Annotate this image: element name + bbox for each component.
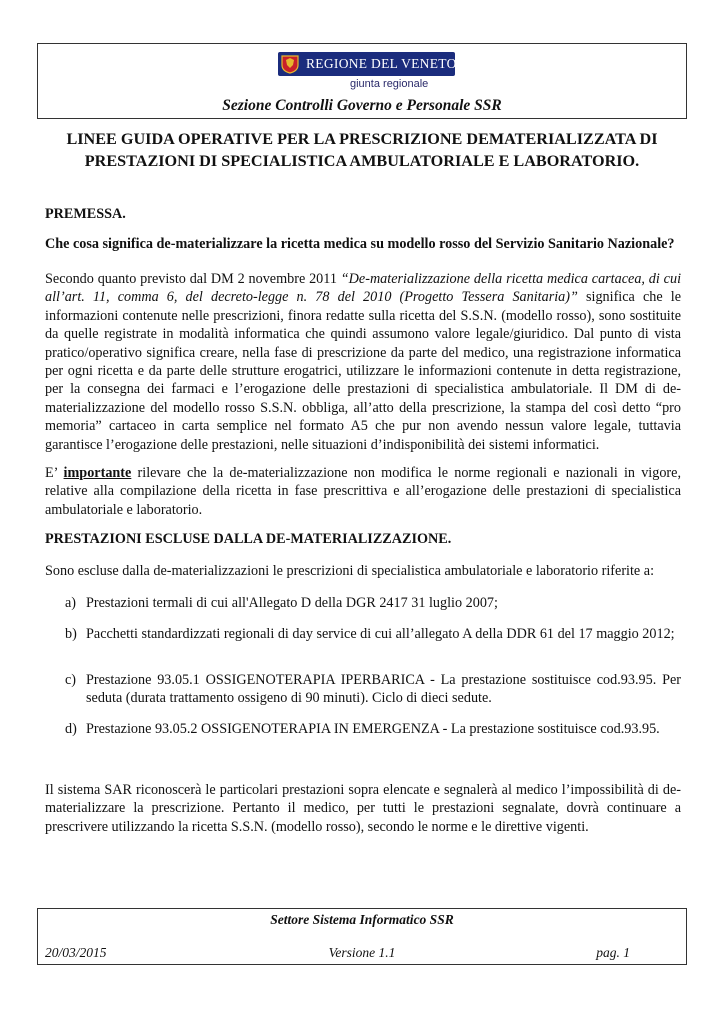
list-item bbox=[66, 594, 681, 612]
footer-version: Versione 1.1 bbox=[328, 945, 396, 960]
footer-date: 20/03/2015 bbox=[45, 945, 107, 960]
list-marker: c) bbox=[65, 672, 77, 688]
lion-shield-icon bbox=[280, 54, 300, 74]
footer-title: Settore Sistema Informatico SSR bbox=[270, 912, 454, 927]
section-title: Sezione Controlli Governo e Personale SSR bbox=[222, 97, 502, 114]
p1-text-a: Secondo quanto previsto dal DM 2 novembre 2011 bbox=[45, 271, 341, 287]
list-text: Prestazione 93.05.2 OSSIGENOTERAPIA IN EMERGENZA - La prestazione sostituisce cod.93.95. bbox=[86, 721, 660, 737]
header-box bbox=[37, 43, 687, 119]
list-item bbox=[66, 671, 681, 708]
list-item bbox=[66, 720, 681, 738]
logo-band bbox=[278, 52, 455, 76]
list-marker: a) bbox=[65, 595, 77, 611]
p1-text-b: significa che le informazioni contenute nelle prescrizioni, finora redatte sulla ricetta del S.S.N. (modello rosso), sono sostituite da quelle registrate in modalità informatica che quindi assumono valore legale/giuridico. Dal punto di vista pratico/operativo significa creare, nella fase di prescrizione da parte del medico, una registrazione informatica per ogni ricetta e da parte delle strutture erogatrici, utilizzare le informazioni contenute in detta registrazione, per la consegna dei farmaci e l’erogazione delle prestazioni di specialistica ambulatoriale. Il DM di de-materializzazione del modello rosso S.S.N. obbliga, all’atto della prescrizione, la stampa del così detto “pro memoria” cartaceo in carta semplice nel formato A5 che pur non avendo nessun valore legale, tuttavia garantisce l’erogazione delle prestazioni, nelle situazioni d’indisponibilità dei sistemi informatici. bbox=[45, 289, 681, 453]
logo-text: REGIONE DEL VENETO bbox=[306, 56, 457, 71]
closing-paragraph: Il sistema SAR riconoscerà le particolari prestazioni sopra elencate e segnalerà al medico l’impossibilità di de-materializzare la prescrizione. Pertanto il medico, per tutti le prestazioni segnalate, dovrà continuare a prescrivere utilizzando la ricetta S.S.N. (modello rosso), secondo le norme e le direttive vigenti. bbox=[45, 782, 681, 835]
p2-text-b: rilevare che la de-materializzazione non modifica le norme regionali e nazionali in vigore, relative alla compilazione della ricetta in fase prescrittiva e all’erogazione delle prestazioni di specialistica ambulatoriale e laboratorio. bbox=[45, 465, 681, 518]
p1-italic-citation: “De-materializzazione della ricetta medica cartacea, di cui all’art. 11, comma 6, del decreto-legge n. 78 del 2010 (Progetto Tessera Sanitaria)” bbox=[45, 271, 682, 306]
p2-important: importante bbox=[63, 465, 132, 481]
list-text: Pacchetti standardizzati regionali di day service di cui all’allegato A della DDR 61 del 17 maggio 2012; bbox=[86, 626, 675, 642]
premessa-paragraph-1 bbox=[45, 270, 681, 454]
escluse-heading: PRESTAZIONI ESCLUSE DALLA DE-MATERIALIZZAZIONE. bbox=[45, 531, 452, 547]
premessa-question: Che cosa significa de-materializzare la ricetta medica su modello rosso del Servizio Sanitario Nazionale? bbox=[45, 236, 675, 252]
premessa-paragraph-2 bbox=[45, 464, 681, 519]
logo-subtitle: giunta regionale bbox=[350, 78, 429, 90]
footer-box bbox=[37, 908, 687, 965]
list-item bbox=[66, 625, 681, 643]
p2-text-a: E’ bbox=[45, 465, 64, 481]
list-text: Prestazioni termali di cui all'Allegato D della DGR 2417 31 luglio 2007; bbox=[86, 595, 498, 611]
escluse-intro: Sono escluse dalla de-materializzazioni le prescrizioni di specialistica ambulatoriale e laboratorio riferite a: bbox=[45, 563, 655, 579]
list-text: Prestazione 93.05.1 OSSIGENOTERAPIA IPERBARICA - La prestazione sostituisce cod.93.95. Per seduta (durata trattamento ossigeno di 90 minuti). Ciclo di dieci sedute. bbox=[86, 672, 681, 707]
premessa-heading: PREMESSA. bbox=[45, 206, 126, 222]
footer-page-number: pag. 1 bbox=[596, 945, 630, 960]
list-marker: d) bbox=[65, 721, 77, 737]
document-title: LINEE GUIDA OPERATIVE PER LA PRESCRIZIONE DEMATERIALIZZATA DI PRESTAZIONI DI SPECIALISTICA AMBULATORIALE E LABORATORIO. bbox=[66, 130, 658, 170]
list-marker: b) bbox=[65, 626, 77, 642]
